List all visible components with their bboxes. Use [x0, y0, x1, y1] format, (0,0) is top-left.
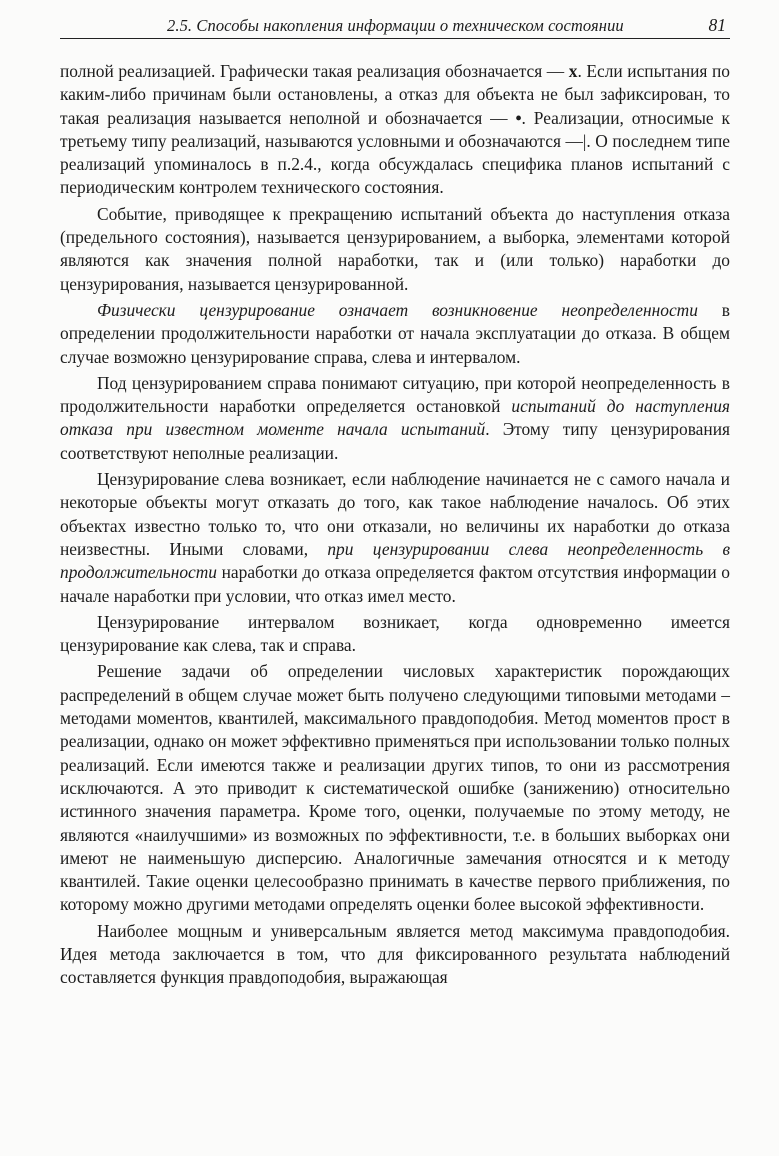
paragraph-right-censoring [60, 372, 730, 465]
text-segment: Цензурирование слева возникает, если наблюдение начинается не с самого начала и некоторые объекты могут отказать до того, как такое наблюдение началось. Об этих объектах известно только то, что они отказали, но величины их наработки до отказа неизвестны. Иными словами, [60, 469, 730, 559]
paragraph-left-censoring [60, 468, 730, 608]
complete-realization-symbol: x [568, 61, 578, 81]
text-segment: Под цензурированием справа понимают ситуацию, при которой неопределенность в продолжительности наработки определяется остановкой [60, 372, 730, 417]
paragraph-censoring-definition: Событие, приводящее к прекращению испытаний объекта до наступления отказа (предельного состояния), называется цензурированием, а выборка, элементами которой являются как значения полной наработки, так и (или только) наработки до цензурирования, называется цензурированной. [60, 203, 730, 294]
page-number: 81 [708, 15, 726, 35]
text-segment: . Этому типу цензурирования соответствуют неполные реализации. [60, 419, 731, 463]
text-segment: полной реализацией. Графически такая реализация обозначается — [60, 61, 565, 81]
running-head: 2.5. Способы накопления информации о техническом состоянии [167, 16, 624, 35]
paragraph-maximum-likelihood: Наиболее мощным и универсальным является метод максимума правдоподобия. Идея метода заключается в том, что для фиксированного результата наблюдений составляется функция правдоподобия, выражающая [60, 920, 730, 988]
paragraph-physical-meaning [60, 299, 730, 369]
page-header [60, 14, 730, 39]
paragraph-interval-censoring: Цензурирование интервалом возникает, когда одновременно имеется цензурирование как слева, так и справа. [60, 611, 730, 656]
text-segment: в определении продолжительности наработки от начала эксплуатации до отказа. В общем случае возможно цензурирование справа, слева и интервалом. [60, 299, 730, 367]
paragraph-continuation [60, 60, 730, 200]
text-segment: наработки до отказа определяется фактом отсутствия информации о начале наработки при условии, что отказ имел место. [60, 562, 730, 606]
text-segment: . Если испытания по каким-либо причинам были остановлены, а отказ для объекта не был зафиксирован, то такая реализация называется неполной и обозначается — [60, 61, 730, 128]
paragraph-estimation-methods: Решение задачи об определении числовых характеристик порождающих распределений в общем случае может быть получено следующими типовыми методами – методами моментов, квантилей, максимального правдоподобия. Метод моментов прост в реализации, однако он может эффективно применяться при использовании только полных реализаций. Если имеются также и реализации других типов, то они из рассмотрения исключаются. А это приводит к систематической ошибке (занижению) относительно истинного значения параметра. Кроме того, оценки, получаемые по этому методу, не являются «наилучшими» из возможных по эффективности, т.е. в больших выборках они имеют не наименьшую дисперсию. Аналогичные замечания относятся и к методу квантилей. Такие оценки целесообразно принимать в качестве первого приближения, по которому можно другими методами определять оценки более высокой эффективности. [60, 661, 730, 915]
body-text [60, 60, 730, 993]
text-segment: . Реализации, относимые к третьему типу реализаций, называются условными и обозначаются —|. О последнем типе реализаций упоминалось в п.2.4., когда обсуждалась специфика планов испытаний с периодическим контролем технического состояния. [60, 107, 730, 198]
italic-segment: испытаний до наступления отказа при известном моменте начала испытаний [60, 396, 730, 440]
italic-segment: Физически цензурирование означает возникновение неопределенности [97, 299, 698, 320]
incomplete-realization-symbol: • [515, 107, 522, 128]
italic-segment: при цензурировании слева неопределенность в продолжительности [60, 538, 731, 583]
